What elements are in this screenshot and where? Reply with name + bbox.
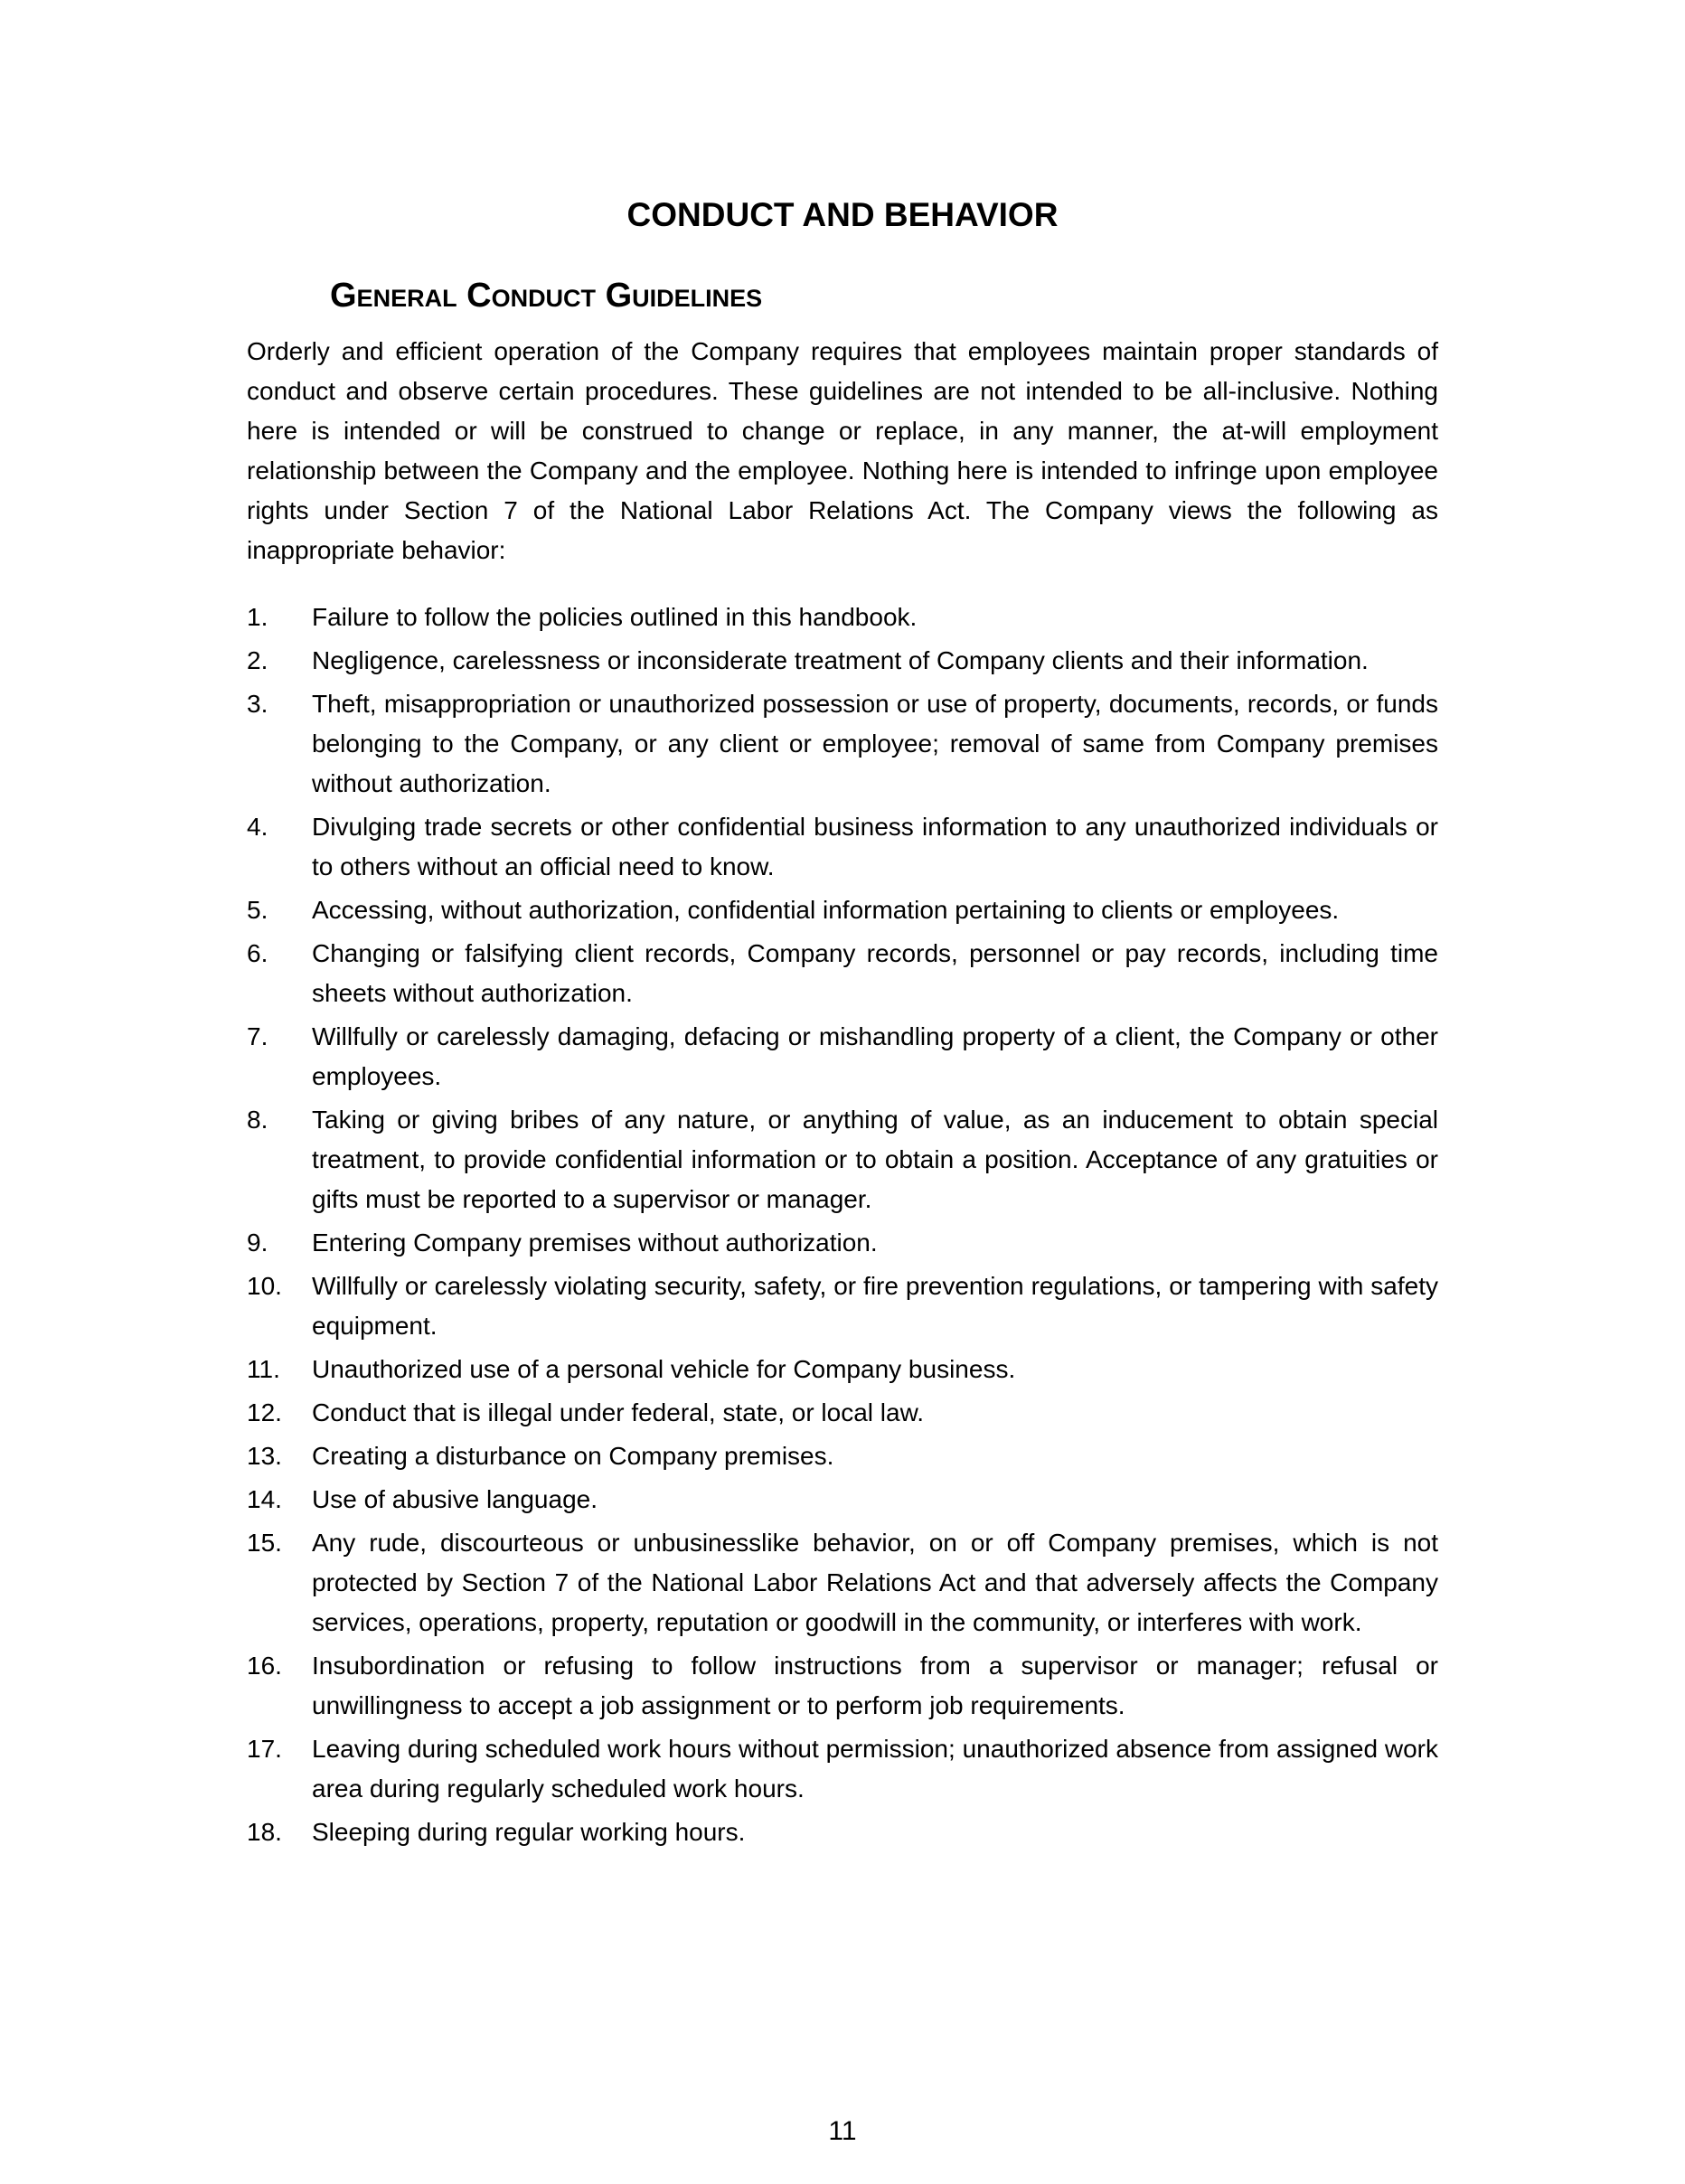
list-item: [247, 890, 1438, 930]
list-item-number: 16.: [247, 1652, 282, 1680]
list-item-text: Any rude, discourteous or unbusinesslike behavior, on or off Company premises, which is not protected by Section 7 of the National Labor Relations Act and that adversely affects the Company services, operations, property, reputation or goodwill in the community, or interferes with work.: [312, 1529, 1438, 1636]
list-item: [247, 684, 1438, 804]
page-content: [247, 0, 1438, 1852]
list-item-number: 1.: [247, 603, 268, 631]
list-item-text: Unauthorized use of a personal vehicle for Company business.: [312, 1355, 1016, 1383]
list-item: [247, 1350, 1438, 1389]
list-item-text: Sleeping during regular working hours.: [312, 1818, 746, 1846]
list-item-text: Willfully or carelessly violating security, safety, or fire prevention regulations, or tampering with safety equipment.: [312, 1272, 1438, 1340]
list-item: [247, 1266, 1438, 1346]
list-item-text: Theft, misappropriation or unauthorized possession or use of property, documents, records, or funds belonging to the Company, or any client or employee; removal of same from Company premises without authorization.: [312, 690, 1438, 797]
list-item: [247, 641, 1438, 681]
list-item-number: 13.: [247, 1442, 282, 1470]
list-item-text: Taking or giving bribes of any nature, or anything of value, as an inducement to obtain special treatment, to provide confidential information or to obtain a position. Acceptance of any gratuities or gifts must be reported to a supervisor or manager.: [312, 1106, 1438, 1213]
list-item-number: 11.: [247, 1355, 280, 1383]
list-item-number: 17.: [247, 1735, 282, 1763]
list-item-text: Willfully or carelessly damaging, defacing or mishandling property of a client, the Company or other employees.: [312, 1022, 1438, 1090]
conduct-list: [247, 598, 1438, 1852]
list-item: [247, 1729, 1438, 1809]
list-item: [247, 1436, 1438, 1476]
list-item-number: 10.: [247, 1272, 282, 1300]
list-item-text: Accessing, without authorization, confidential information pertaining to clients or employees.: [312, 896, 1340, 924]
section-heading: General Conduct Guidelines: [330, 277, 763, 315]
list-item: [247, 1393, 1438, 1433]
list-item-text: Creating a disturbance on Company premises.: [312, 1442, 834, 1470]
list-item-number: 3.: [247, 690, 268, 718]
list-item-text: Insubordination or refusing to follow instructions from a supervisor or manager; refusal or unwillingness to accept a job assignment or to perform job requirements.: [312, 1652, 1438, 1719]
list-item-text: Entering Company premises without authorization.: [312, 1228, 878, 1257]
list-item: [247, 1812, 1438, 1852]
list-item: [247, 807, 1438, 887]
list-item-number: 12.: [247, 1398, 282, 1426]
list-item: [247, 1100, 1438, 1219]
list-item: [247, 934, 1438, 1013]
list-item-number: 5.: [247, 896, 268, 924]
list-item: [247, 1480, 1438, 1520]
list-item-text: Failure to follow the policies outlined in this handbook.: [312, 603, 918, 631]
list-item-number: 2.: [247, 646, 268, 674]
list-item-number: 15.: [247, 1529, 282, 1557]
list-item-number: 9.: [247, 1228, 268, 1257]
list-item-text: Negligence, carelessness or inconsiderate treatment of Company clients and their information.: [312, 646, 1369, 674]
page-number: 11: [828, 2116, 857, 2146]
list-item-number: 6.: [247, 939, 268, 967]
list-item-number: 4.: [247, 813, 268, 841]
list-item-number: 18.: [247, 1818, 282, 1846]
intro-paragraph: Orderly and efficient operation of the Company requires that employees maintain proper standards of conduct and observe certain procedures. These guidelines are not intended to be all-inclusive. Nothing here is intended or will be construed to change or replace, in any manner, the at-will employment relationship between the Company and the employee. Nothing here is intended to infringe upon employee rights under Section 7 of the National Labor Relations Act. The Company views the following as inappropriate behavior:: [247, 337, 1438, 564]
list-item: [247, 598, 1438, 637]
page-title: CONDUCT AND BEHAVIOR: [626, 196, 1059, 233]
list-item: [247, 1523, 1438, 1643]
list-item: [247, 1223, 1438, 1263]
list-item: [247, 1646, 1438, 1726]
list-item-number: 14.: [247, 1485, 282, 1513]
list-item-text: Conduct that is illegal under federal, state, or local law.: [312, 1398, 925, 1426]
list-item: [247, 1017, 1438, 1097]
list-item-text: Use of abusive language.: [312, 1485, 598, 1513]
list-item-number: 8.: [247, 1106, 268, 1134]
list-item-text: Divulging trade secrets or other confidential business information to any unauthorized individuals or to others without an official need to know.: [312, 813, 1438, 880]
list-item-text: Changing or falsifying client records, Company records, personnel or pay records, including time sheets without authorization.: [312, 939, 1438, 1007]
list-item-text: Leaving during scheduled work hours without permission; unauthorized absence from assigned work area during regularly scheduled work hours.: [312, 1735, 1438, 1803]
list-item-number: 7.: [247, 1022, 268, 1050]
